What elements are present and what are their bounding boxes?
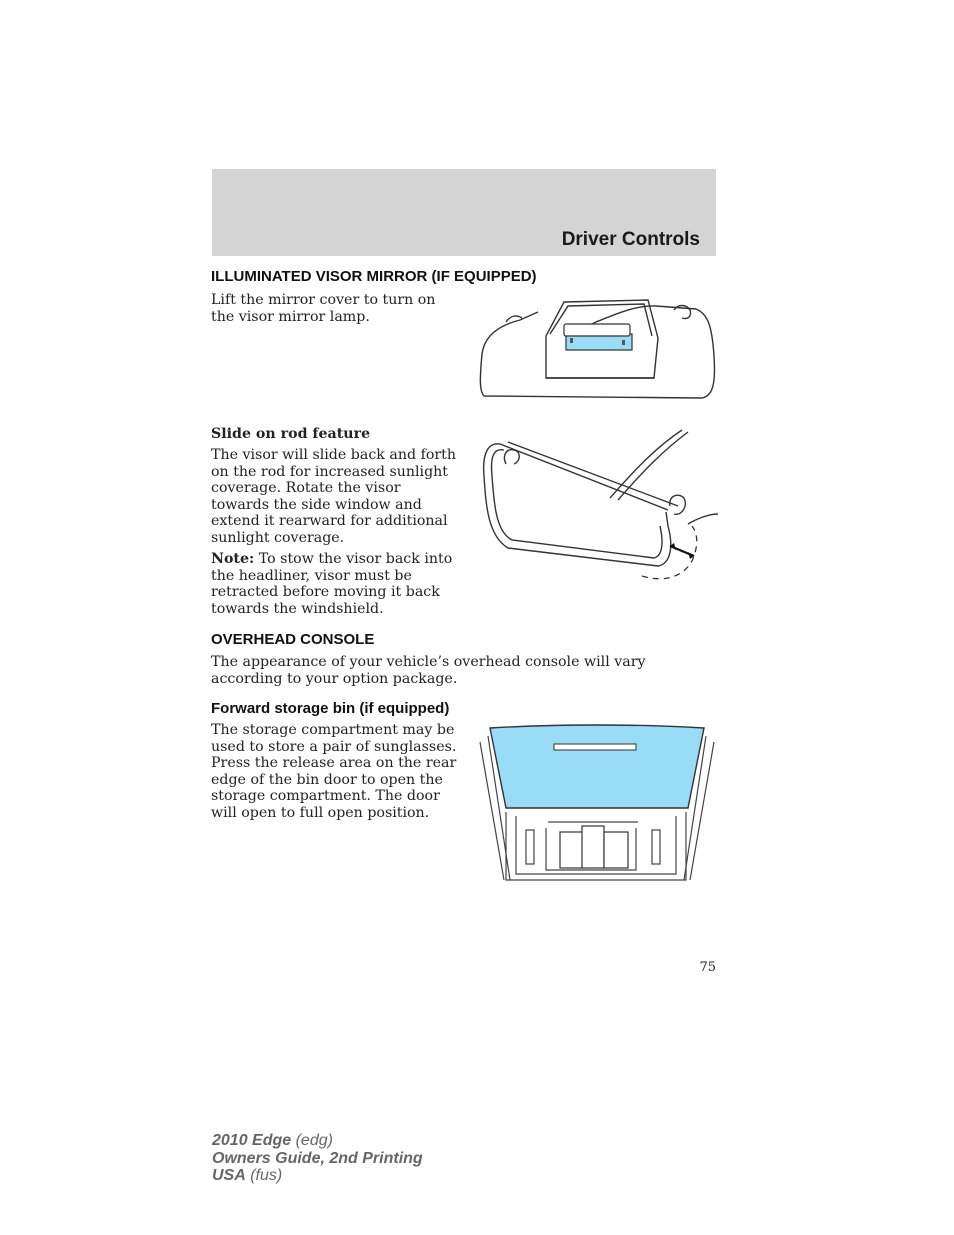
footer-market: USA xyxy=(212,1167,246,1184)
slide-rod-heading: Slide on rod feature xyxy=(211,426,371,442)
footer-model: 2010 Edge xyxy=(212,1132,292,1149)
section-header-band xyxy=(212,169,716,256)
footer-guide: Owners Guide, 2nd Printing xyxy=(212,1149,423,1167)
footer-model-code: (edg) xyxy=(291,1132,333,1149)
slide-rod-text: The visor will slide back and forth on the rod for increased sunlight coverage. Rotate the visor towards the side window and extend it rearward for additional sunlight coverage. xyxy=(211,447,456,546)
visor-slide-illustration xyxy=(478,426,720,588)
page-number: 75 xyxy=(699,960,716,975)
forward-storage-heading: Forward storage bin (if equipped) xyxy=(211,700,450,717)
section-title: Driver Controls xyxy=(561,229,700,250)
forward-storage-text: The storage compartment may be used to store a pair of sunglasses. Press the release area on the rear edge of the bin door to open the storage compartment. The door will open to full open position. xyxy=(211,722,457,821)
overhead-console-illustration xyxy=(476,722,718,886)
visor-mirror-heading: ILLUMINATED VISOR MIRROR (IF EQUIPPED) xyxy=(211,268,537,285)
note-text: To stow the visor back into the headliner, visor must be retracted before moving it back towards the windshield. xyxy=(211,551,453,617)
document-footer xyxy=(212,1132,423,1185)
footer-market-code: (fus) xyxy=(245,1167,283,1184)
overhead-console-heading: OVERHEAD CONSOLE xyxy=(211,631,375,648)
storage-bin-door-highlight xyxy=(490,725,704,808)
note-label: Note: xyxy=(211,551,255,567)
overhead-console-text: The appearance of your vehicle’s overhead console will vary according to your option package. xyxy=(211,654,646,687)
slide-rod-note xyxy=(211,551,461,617)
visor-mirror-text: Lift the mirror cover to turn on the visor mirror lamp. xyxy=(211,292,436,325)
visor-mirror-illustration xyxy=(476,296,720,404)
